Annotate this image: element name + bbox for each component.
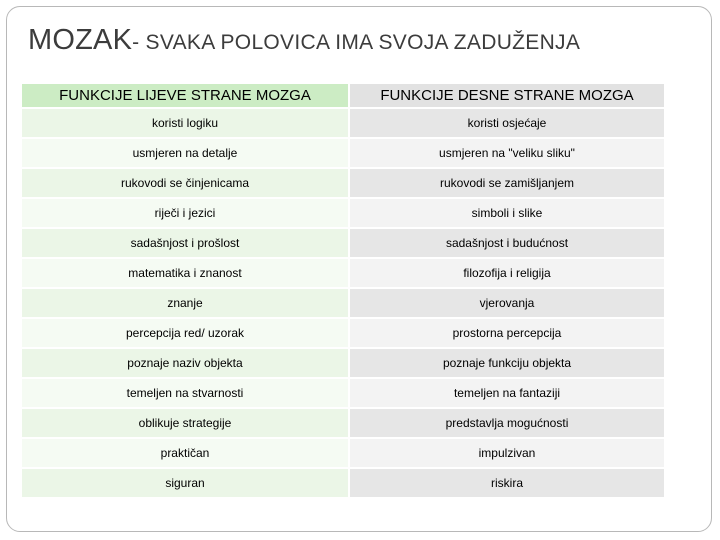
left-function-cell: praktičan xyxy=(22,439,348,467)
left-function-cell: temeljen na stvarnosti xyxy=(22,379,348,407)
right-function-cell: filozofija i religija xyxy=(350,259,664,287)
table-row xyxy=(22,319,664,347)
left-function-cell: percepcija red/ uzorak xyxy=(22,319,348,347)
right-function-cell: rukovodi se zamišljanjem xyxy=(350,169,664,197)
table-row xyxy=(22,289,664,317)
right-function-cell: usmjeren na "veliku sliku" xyxy=(350,139,664,167)
right-function-cell: impulzivan xyxy=(350,439,664,467)
left-function-cell: koristi logiku xyxy=(22,109,348,137)
table-row xyxy=(22,109,664,137)
right-function-cell: riskira xyxy=(350,469,664,497)
table-row xyxy=(22,469,664,497)
left-function-cell: riječi i jezici xyxy=(22,199,348,227)
table-row xyxy=(22,169,664,197)
right-function-cell: prostorna percepcija xyxy=(350,319,664,347)
header-right-hemisphere: FUNKCIJE DESNE STRANE MOZGA xyxy=(350,84,664,107)
left-function-cell: oblikuje strategije xyxy=(22,409,348,437)
left-function-cell: siguran xyxy=(22,469,348,497)
right-function-cell: koristi osjećaje xyxy=(350,109,664,137)
right-function-cell: predstavlja mogućnosti xyxy=(350,409,664,437)
title-main: MOZAK xyxy=(28,24,133,56)
table-row xyxy=(22,439,664,467)
left-function-cell: usmjeren na detalje xyxy=(22,139,348,167)
table-row xyxy=(22,409,664,437)
right-function-cell: sadašnjost i budućnost xyxy=(350,229,664,257)
table-row xyxy=(22,349,664,377)
right-function-cell: vjerovanja xyxy=(350,289,664,317)
left-function-cell: znanje xyxy=(22,289,348,317)
left-function-cell: poznaje naziv objekta xyxy=(22,349,348,377)
table-row xyxy=(22,199,664,227)
right-function-cell: simboli i slike xyxy=(350,199,664,227)
table-header-row xyxy=(22,84,664,107)
header-left-hemisphere: FUNKCIJE LIJEVE STRANE MOZGA xyxy=(22,84,348,107)
comparison-table xyxy=(20,82,666,499)
left-function-cell: rukovodi se činjenicama xyxy=(22,169,348,197)
left-function-cell: sadašnjost i prošlost xyxy=(22,229,348,257)
table-row xyxy=(22,379,664,407)
title-subtitle: - SVAKA POLOVICA IMA SVOJA ZADUŽENJA xyxy=(132,31,581,54)
right-function-cell: temeljen na fantaziji xyxy=(350,379,664,407)
table-row xyxy=(22,139,664,167)
table-row xyxy=(22,259,664,287)
right-function-cell: poznaje funkciju objekta xyxy=(350,349,664,377)
left-function-cell: matematika i znanost xyxy=(22,259,348,287)
slide-title xyxy=(28,24,580,57)
table-row xyxy=(22,229,664,257)
